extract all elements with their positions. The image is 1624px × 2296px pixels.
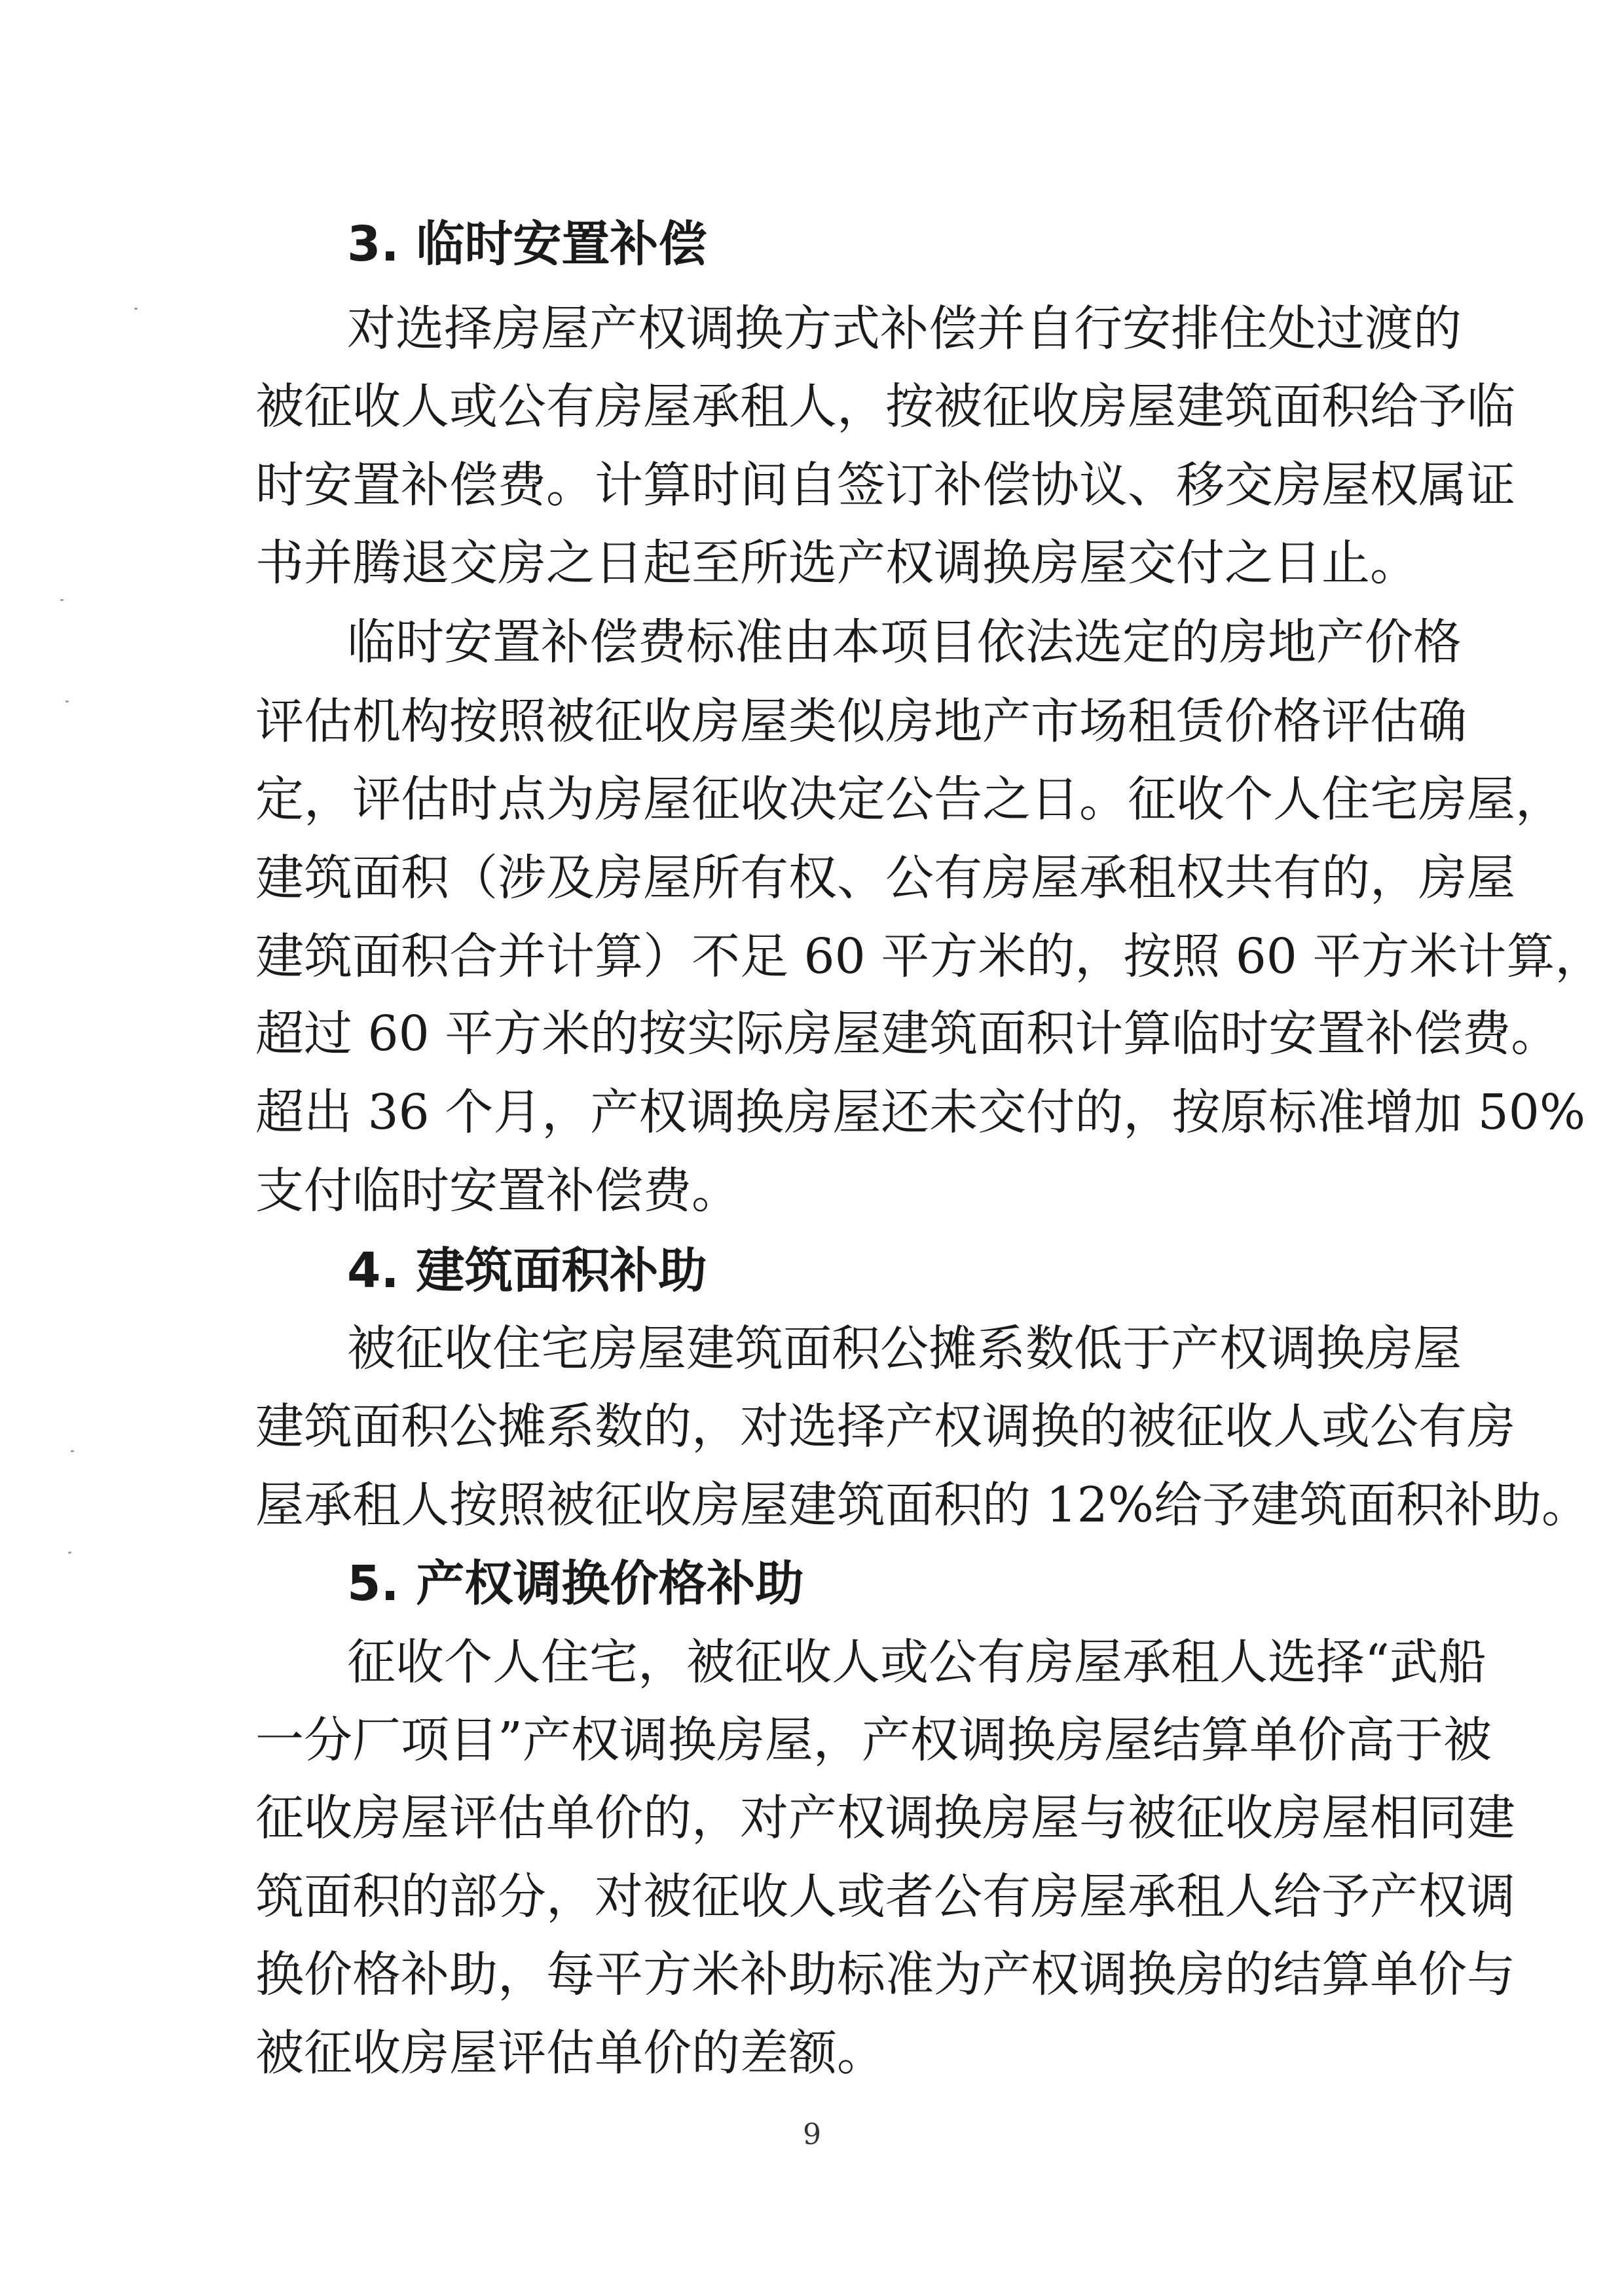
scan-speck [68, 1552, 71, 1554]
section-3-para-2-line-7: 超出 36 个月，产权调换房屋还未交付的，按原标准增加 50% [255, 1084, 1586, 1140]
section-5-para-1-line-4: 筑面积的部分，对被征收人或者公有房屋承租人给予产权调 [255, 1868, 1515, 1925]
section-5-heading: 5. 产权调换价格补助 [347, 1556, 804, 1612]
scan-speck [71, 1450, 74, 1452]
section-3-heading: 3. 临时安置补偿 [347, 216, 707, 272]
section-3-para-2-line-6: 超过 60 平方米的按实际房屋建筑面积计算临时安置补偿费。 [255, 1006, 1560, 1062]
scan-speck [65, 701, 69, 702]
section-5-para-1-line-2: 一分厂项目”产权调换房屋，产权调换房屋结算单价高于被 [255, 1712, 1492, 1768]
section-5-para-1-line-6: 被征收房屋评估单价的差额。 [255, 2025, 885, 2081]
section-4-para-1-line-3: 屋承租人按照被征收房屋建筑面积的 12%给予建筑面积补助。 [255, 1477, 1590, 1533]
section-5-para-1-line-5: 换价格补助，每平方米补助标准为产权调换房的结算单价与 [255, 1946, 1515, 2003]
section-3-para-1-line-4: 书并腾退交房之日起至所选产权调换房屋交付之日止。 [255, 535, 1418, 591]
section-3-para-2-line-1: 临时安置补偿费标准由本项目依法选定的房地产价格 [347, 614, 1462, 670]
section-5-para-1-line-1: 征收个人住宅，被征收人或公有房屋承租人选择“武船 [347, 1634, 1486, 1690]
section-5-para-1-line-3: 征收房屋评估单价的，对产权调换房屋与被征收房屋相同建 [255, 1790, 1515, 1846]
section-3-para-1-line-1: 对选择房屋产权调换方式补偿并自行安排住处过渡的 [347, 301, 1462, 357]
section-4-para-1-line-1: 被征收住宅房屋建筑面积公摊系数低于产权调换房屋 [347, 1321, 1462, 1377]
section-3-para-2-line-2: 评估机构按照被征收房屋类似房地产市场租赁价格评估确 [255, 693, 1467, 750]
section-3-para-2-line-5: 建筑面积合并计算）不足 60 平方米的，按照 60 平方米计算， [255, 928, 1604, 985]
section-4-para-1-line-2: 建筑面积公摊系数的，对选择产权调换的被征收人或公有房 [255, 1398, 1515, 1455]
scan-speck [60, 599, 64, 601]
section-3-para-1-line-3: 时安置补偿费。计算时间自签订补偿协议、移交房屋权属证 [255, 457, 1515, 513]
section-4-heading: 4. 建筑面积补助 [347, 1243, 707, 1299]
section-3-para-2-line-4: 建筑面积（涉及房屋所有权、公有房屋承租权共有的，房屋 [255, 850, 1515, 906]
page-number: 9 [803, 2118, 821, 2151]
section-3-para-2-line-3: 定，评估时点为房屋征收决定公告之日。征收个人住宅房屋， [255, 771, 1564, 828]
scan-speck [134, 308, 138, 310]
section-3-para-1-line-2: 被征收人或公有房屋承租人，按被征收房屋建筑面积给予临 [255, 378, 1515, 435]
section-3-para-2-line-8: 支付临时安置补偿费。 [255, 1163, 740, 1219]
